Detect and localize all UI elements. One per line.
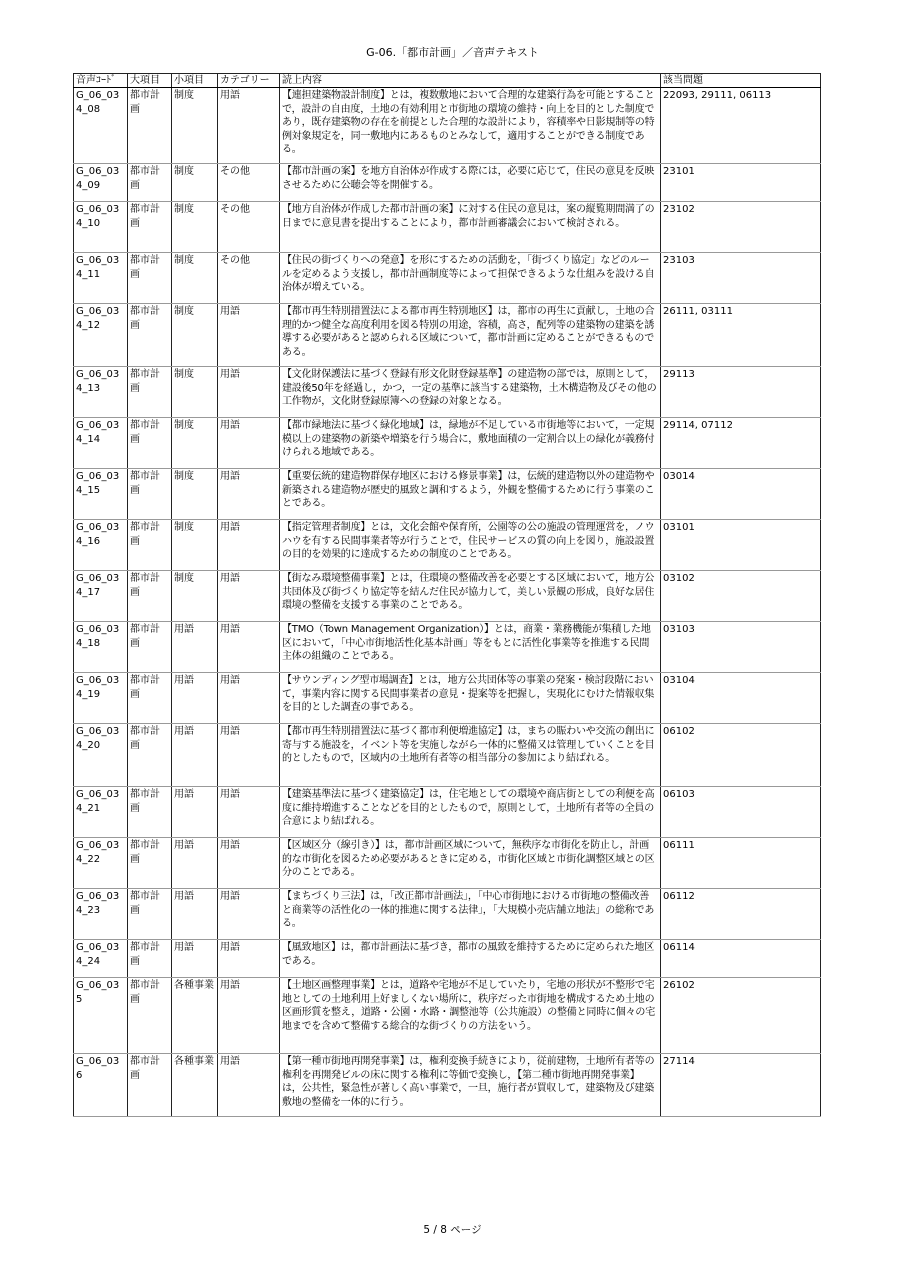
cell-code: G_06_034_18 [74,622,128,673]
table-row [74,88,821,164]
cell-questions: 03101 [661,520,821,571]
cell-major: 都市計画 [128,940,172,978]
cell-content: 【第一種市街地再開発事業】は，権利変換手続きにより，従前建物，土地所有者等の権利を再開発ビルの床に関する権利に等価で変換し，【第二種市街地再開発事業】は，公共性，緊急性が著しく高い事業で，一旦，施行者が買収して，建築物及び建築敷地の整備を一体的に行う。 [280,1054,661,1117]
cell-category: 用語 [218,1054,280,1117]
cell-questions: 29113 [661,367,821,418]
cell-code: G_06_034_21 [74,787,128,838]
cell-major: 都市計画 [128,253,172,304]
cell-major: 都市計画 [128,164,172,202]
page-header-title: G-06.「都市計画」／音声テキスト [366,46,539,59]
cell-code: G_06_034_10 [74,202,128,253]
cell-major: 都市計画 [128,88,172,164]
header-minor: 小項目 [172,74,218,88]
cell-major: 都市計画 [128,367,172,418]
cell-category: 用語 [218,787,280,838]
table-row [74,469,821,520]
table-row [74,253,821,304]
cell-minor: 各種事業 [172,1054,218,1117]
table-row [74,673,821,724]
table-header-row [74,74,821,88]
header-major: 大項目 [128,74,172,88]
table-row [74,787,821,838]
table-row [74,889,821,940]
table-row [74,571,821,622]
cell-questions: 26102 [661,978,821,1054]
cell-category: 用語 [218,469,280,520]
cell-content: 【都市緑地法に基づく緑化地域】は，緑地が不足している市街地等において，一定規模以上の建築物の新築や増築を行う場合に，敷地面積の一定割合以上の緑化が義務付けられる地域である。 [280,418,661,469]
cell-code: G_06_034_08 [74,88,128,164]
cell-questions: 22093, 29111, 06113 [661,88,821,164]
cell-category: 用語 [218,838,280,889]
cell-content: 【文化財保護法に基づく登録有形文化財登録基準】の建造物の部では，原則として，建設後50年を経過し，かつ，一定の基準に該当する建築物，土木構造物及びその他の工作物が，文化財登録原簿への登録の対象となる。 [280,367,661,418]
table-row [74,1054,821,1117]
cell-category: 用語 [218,673,280,724]
cell-questions: 06114 [661,940,821,978]
cell-major: 都市計画 [128,469,172,520]
cell-minor: 制度 [172,88,218,164]
cell-content: 【街なみ環境整備事業】とは，住環境の整備改善を必要とする区域において，地方公共団体及び街づくり協定等を結んだ住民が協力して，美しい景観の形成，良好な居住環境の整備を支援する事業のことである。 [280,571,661,622]
header-code: 音声ｺｰﾄﾞ [74,74,128,88]
cell-major: 都市計画 [128,838,172,889]
cell-content: 【都市再生特別措置法に基づく都市利便増進協定】は，まちの賑わいや交流の創出に寄与する施設を，イベント等を実施しながら一体的に整備又は管理していくことを目的としたもので，区域内の土地所有者等の相当部分の参加により結ばれる。 [280,724,661,787]
header-questions: 該当問題 [661,74,821,88]
cell-category: 用語 [218,88,280,164]
cell-minor: 用語 [172,724,218,787]
cell-content: 【連担建築物設計制度】とは，複数敷地において合理的な建築行為を可能とすることで，設計の自由度，土地の有効利用と市街地の環境の維持・向上を目的とした制度であり，既存建築物の存在を前提とした合理的な設計により，容積率や日影規制等の特例対象規定を，同一敷地内にあるものとみなして，適用することができる制度である。 [280,88,661,164]
cell-major: 都市計画 [128,304,172,367]
cell-category: その他 [218,202,280,253]
cell-questions: 23102 [661,202,821,253]
cell-category: 用語 [218,571,280,622]
cell-major: 都市計画 [128,622,172,673]
cell-questions: 03104 [661,673,821,724]
cell-content: 【風致地区】は，都市計画法に基づき，都市の風致を維持するために定められた地区である。 [280,940,661,978]
cell-questions: 03103 [661,622,821,673]
cell-category: 用語 [218,978,280,1054]
cell-code: G_06_034_19 [74,673,128,724]
cell-questions: 06103 [661,787,821,838]
cell-code: G_06_034_16 [74,520,128,571]
cell-code: G_06_034_12 [74,304,128,367]
cell-minor: 制度 [172,164,218,202]
cell-code: G_06_034_22 [74,838,128,889]
cell-category: その他 [218,253,280,304]
cell-content: 【都市計画の案】を地方自治体が作成する際には，必要に応じて，住民の意見を反映させるために公聴会等を開催する。 [280,164,661,202]
cell-minor: 用語 [172,787,218,838]
cell-minor: 制度 [172,418,218,469]
header-content: 読上内容 [280,74,661,88]
cell-major: 都市計画 [128,724,172,787]
cell-major: 都市計画 [128,787,172,838]
table-row [74,202,821,253]
cell-minor: 用語 [172,889,218,940]
cell-minor: 各種事業 [172,978,218,1054]
table-row [74,304,821,367]
cell-content: 【TMO（Town Management Organization）】とは，商業・業務機能が集積した地区において，「中心市街地活性化基本計画」等をもとに活性化事業等を推進する民間主体の組織のことである。 [280,622,661,673]
cell-questions: 03102 [661,571,821,622]
cell-code: G_06_034_14 [74,418,128,469]
cell-category: 用語 [218,304,280,367]
question-table [73,73,821,1117]
cell-major: 都市計画 [128,202,172,253]
cell-minor: 制度 [172,520,218,571]
cell-questions: 23103 [661,253,821,304]
table-row [74,724,821,787]
page-footer: 5 / 8 ページ [423,1224,482,1236]
cell-category: その他 [218,164,280,202]
cell-minor: 制度 [172,202,218,253]
cell-code: G_06_034_15 [74,469,128,520]
table-row [74,940,821,978]
cell-questions: 26111, 03111 [661,304,821,367]
cell-code: G_06_034_24 [74,940,128,978]
cell-code: G_06_035 [74,978,128,1054]
cell-category: 用語 [218,622,280,673]
cell-questions: 27114 [661,1054,821,1117]
cell-questions: 29114, 07112 [661,418,821,469]
cell-questions: 06102 [661,724,821,787]
cell-questions: 03014 [661,469,821,520]
cell-content: 【サウンディング型市場調査】とは，地方公共団体等の事業の発案・検討段階において，事業内容に関する民間事業者の意見・提案等を把握し，実現化にむけた情報収集を目的とした調査の事である。 [280,673,661,724]
cell-minor: 制度 [172,571,218,622]
cell-minor: 用語 [172,673,218,724]
cell-category: 用語 [218,367,280,418]
cell-code: G_06_034_09 [74,164,128,202]
cell-major: 都市計画 [128,1054,172,1117]
cell-minor: 制度 [172,367,218,418]
cell-major: 都市計画 [128,418,172,469]
table-row [74,164,821,202]
cell-code: G_06_034_20 [74,724,128,787]
cell-major: 都市計画 [128,978,172,1054]
cell-major: 都市計画 [128,889,172,940]
cell-code: G_06_034_11 [74,253,128,304]
cell-code: G_06_036 [74,1054,128,1117]
cell-minor: 用語 [172,838,218,889]
cell-category: 用語 [218,940,280,978]
cell-content: 【指定管理者制度】とは，文化会館や保育所，公園等の公の施設の管理運営を，ノウハウを有する民間事業者等が行うことで，住民サービスの質の向上を図り，施設設置の目的を効果的に達成するための制度のことである。 [280,520,661,571]
cell-code: G_06_034_13 [74,367,128,418]
table-row [74,978,821,1054]
cell-content: 【住民の街づくりへの発意】を形にするための活動を，「街づくり協定」などのルールを定めるよう支援し，都市計画制度等によって担保できるような仕組みを設ける自治体が増えている。 [280,253,661,304]
cell-code: G_06_034_17 [74,571,128,622]
table-row [74,622,821,673]
table-row [74,418,821,469]
cell-content: 【まちづくり三法】は，「改正都市計画法」，「中心市街地における市街地の整備改善と商業等の活性化の一体的推進に関する法律」，「大規模小売店舗立地法」の総称である。 [280,889,661,940]
cell-category: 用語 [218,889,280,940]
cell-questions: 06112 [661,889,821,940]
cell-content: 【地方自治体が作成した都市計画の案】に対する住民の意見は，案の縦覧期間満了の日までに意見書を提出することにより，都市計画審議会において検討される。 [280,202,661,253]
table-row [74,838,821,889]
header-category: カテゴリー [218,74,280,88]
cell-major: 都市計画 [128,673,172,724]
cell-category: 用語 [218,520,280,571]
cell-minor: 用語 [172,622,218,673]
cell-category: 用語 [218,724,280,787]
table-row [74,520,821,571]
cell-questions: 06111 [661,838,821,889]
cell-major: 都市計画 [128,571,172,622]
cell-category: 用語 [218,418,280,469]
cell-content: 【重要伝統的建造物群保存地区における修景事業】は，伝統的建造物以外の建造物や新築される建造物が歴史的風致と調和するよう，外観を整備するために行う事業のことである。 [280,469,661,520]
cell-minor: 制度 [172,469,218,520]
cell-content: 【土地区画整理事業】とは，道路や宅地が不足していたり，宅地の形状が不整形で宅地としての土地利用上好ましくない場所に，秩序だった市街地を構成するため土地の区画形質を整え，道路・公園・水路・調整池等（公共施設）の整備と同時に個々の宅地までを含めて整備する総合的な街づくりの方法をいう。 [280,978,661,1054]
cell-minor: 制度 [172,253,218,304]
cell-code: G_06_034_23 [74,889,128,940]
cell-content: 【建築基準法に基づく建築協定】は，住宅地としての環境や商店街としての利便を高度に維持増進することなどを目的としたもので，原則として，土地所有者等の全員の合意により結ばれる。 [280,787,661,838]
table-row [74,367,821,418]
cell-major: 都市計画 [128,520,172,571]
cell-minor: 制度 [172,304,218,367]
cell-content: 【都市再生特別措置法による都市再生特別地区】は，都市の再生に貢献し，土地の合理的かつ健全な高度利用を図る特別の用途，容積，高さ，配列等の建築物の建築を誘導する必要があると認められる区域について，都市計画に定めることができるものである。 [280,304,661,367]
cell-content: 【区域区分（線引き）】は，都市計画区域について，無秩序な市街化を防止し，計画的な市街化を図るため必要があるときに定める，市街化区域と市街化調整区域との区分のことである。 [280,838,661,889]
cell-minor: 用語 [172,940,218,978]
cell-questions: 23101 [661,164,821,202]
